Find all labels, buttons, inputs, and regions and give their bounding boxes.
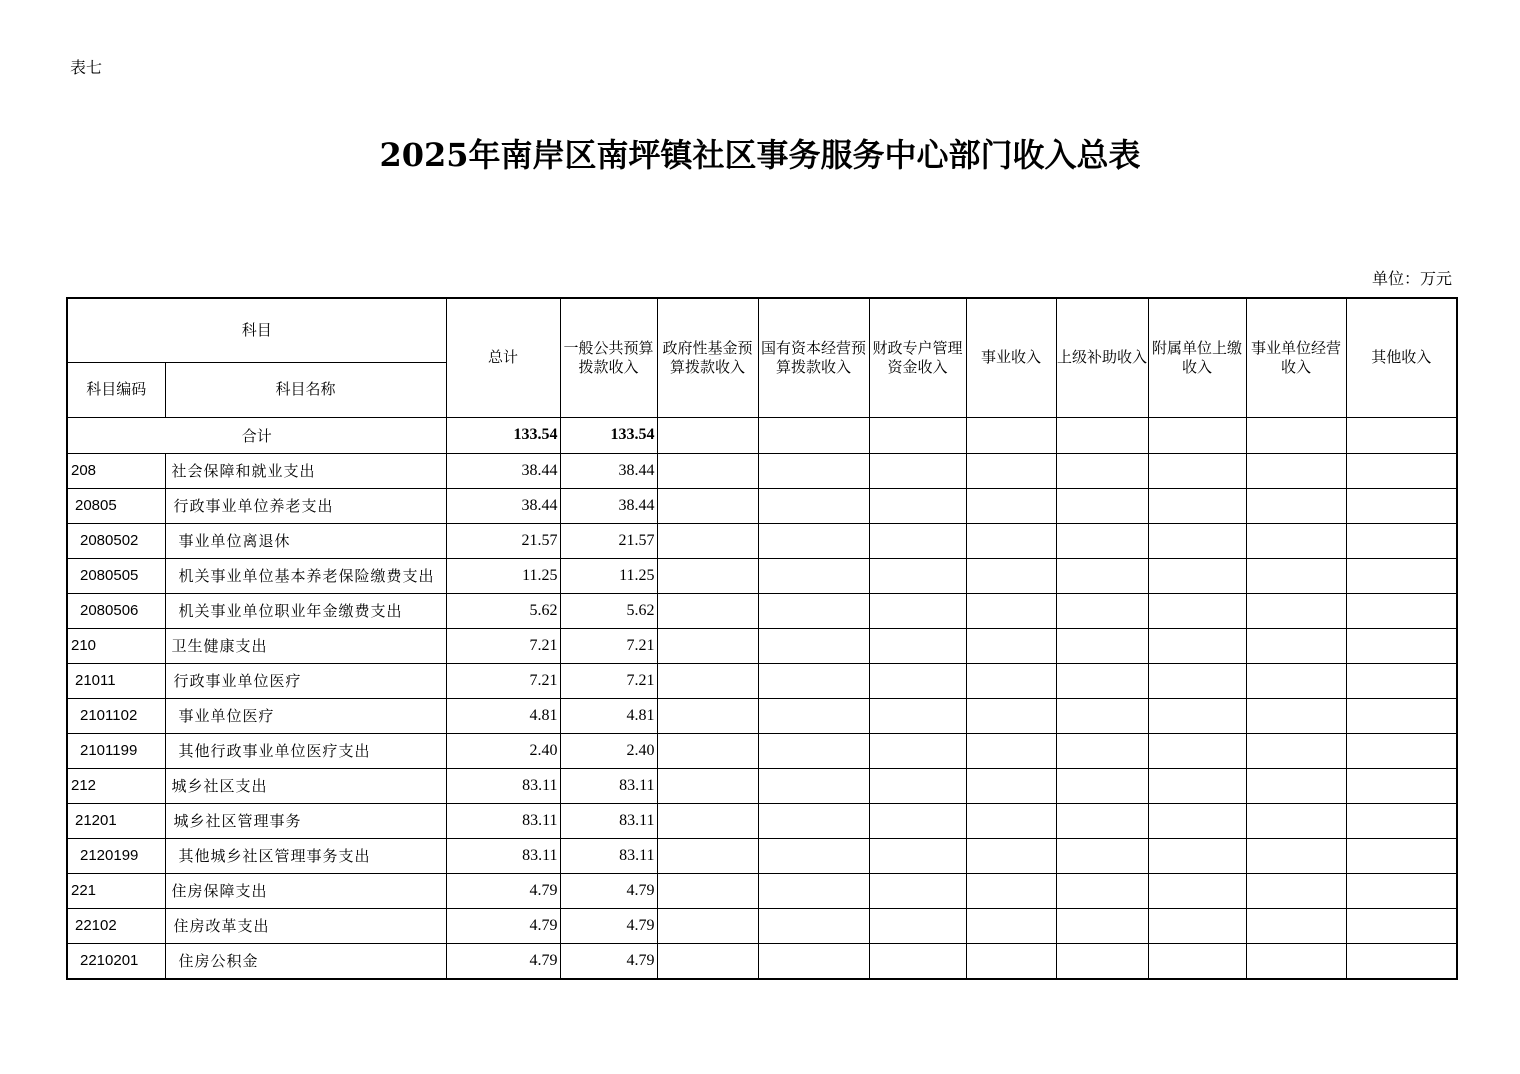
empty-cell bbox=[966, 593, 1056, 628]
header-fiscal-special: 财政专户管理资金收入 bbox=[869, 298, 966, 417]
empty-cell bbox=[1056, 698, 1148, 733]
empty-cell bbox=[1346, 698, 1457, 733]
subject-code: 2210201 bbox=[67, 943, 165, 979]
empty-cell bbox=[1246, 768, 1346, 803]
empty-cell bbox=[657, 873, 758, 908]
empty-cell bbox=[966, 628, 1056, 663]
total-amount: 7.21 bbox=[446, 628, 560, 663]
empty-cell bbox=[1148, 453, 1246, 488]
empty-cell bbox=[657, 698, 758, 733]
empty-cell bbox=[1346, 873, 1457, 908]
header-subject: 科目 bbox=[67, 298, 446, 362]
empty-cell bbox=[869, 488, 966, 523]
total-amount: 83.11 bbox=[446, 768, 560, 803]
empty-cell bbox=[966, 943, 1056, 979]
subject-code: 2080502 bbox=[67, 523, 165, 558]
general-budget-amount: 4.81 bbox=[560, 698, 657, 733]
empty-cell bbox=[1346, 417, 1457, 453]
subject-code: 212 bbox=[67, 768, 165, 803]
general-budget-amount: 5.62 bbox=[560, 593, 657, 628]
empty-cell bbox=[1148, 488, 1246, 523]
header-name: 科目名称 bbox=[165, 362, 446, 417]
table-row bbox=[67, 803, 1457, 838]
empty-cell bbox=[869, 453, 966, 488]
empty-cell bbox=[1246, 698, 1346, 733]
empty-cell bbox=[1148, 593, 1246, 628]
subject-code: 2101199 bbox=[67, 733, 165, 768]
table-row bbox=[67, 733, 1457, 768]
empty-cell bbox=[966, 838, 1056, 873]
subject-name: 其他行政事业单位医疗支出 bbox=[165, 733, 446, 768]
empty-cell bbox=[869, 803, 966, 838]
general-budget-amount: 83.11 bbox=[560, 838, 657, 873]
empty-cell bbox=[1346, 768, 1457, 803]
empty-cell bbox=[869, 417, 966, 453]
header-gov-fund: 政府性基金预算拨款收入 bbox=[657, 298, 758, 417]
empty-cell bbox=[1148, 558, 1246, 593]
empty-cell bbox=[1148, 768, 1246, 803]
empty-cell bbox=[657, 838, 758, 873]
subject-name: 行政事业单位养老支出 bbox=[165, 488, 446, 523]
general-budget-amount: 4.79 bbox=[560, 943, 657, 979]
empty-cell bbox=[1056, 803, 1148, 838]
empty-cell bbox=[1346, 803, 1457, 838]
table-row bbox=[67, 873, 1457, 908]
total-amount: 4.79 bbox=[446, 873, 560, 908]
subject-name: 事业单位离退休 bbox=[165, 523, 446, 558]
subject-code: 21201 bbox=[67, 803, 165, 838]
total-amount: 4.81 bbox=[446, 698, 560, 733]
empty-cell bbox=[1246, 908, 1346, 943]
empty-cell bbox=[657, 733, 758, 768]
table-row bbox=[67, 838, 1457, 873]
empty-cell bbox=[758, 417, 869, 453]
table-row bbox=[67, 628, 1457, 663]
empty-cell bbox=[758, 663, 869, 698]
page-title: 2025年南岸区南坪镇社区事务服务中心部门收入总表 bbox=[379, 136, 1141, 174]
empty-cell bbox=[1346, 558, 1457, 593]
empty-cell bbox=[869, 663, 966, 698]
empty-cell bbox=[966, 768, 1056, 803]
empty-cell bbox=[657, 628, 758, 663]
empty-cell bbox=[966, 873, 1056, 908]
empty-cell bbox=[1346, 943, 1457, 979]
empty-cell bbox=[758, 523, 869, 558]
empty-cell bbox=[966, 698, 1056, 733]
empty-cell bbox=[1056, 453, 1148, 488]
empty-cell bbox=[1056, 628, 1148, 663]
subject-name: 社会保障和就业支出 bbox=[165, 453, 446, 488]
header-code: 科目编码 bbox=[67, 362, 165, 417]
subject-name: 卫生健康支出 bbox=[165, 628, 446, 663]
subject-code: 21011 bbox=[67, 663, 165, 698]
subject-name: 事业单位医疗 bbox=[165, 698, 446, 733]
empty-cell bbox=[758, 943, 869, 979]
empty-cell bbox=[1346, 523, 1457, 558]
empty-cell bbox=[869, 838, 966, 873]
subject-name: 住房公积金 bbox=[165, 943, 446, 979]
empty-cell bbox=[1056, 908, 1148, 943]
empty-cell bbox=[1346, 488, 1457, 523]
total-amount: 38.44 bbox=[446, 453, 560, 488]
empty-cell bbox=[758, 488, 869, 523]
empty-cell bbox=[758, 803, 869, 838]
empty-cell bbox=[1148, 838, 1246, 873]
empty-cell bbox=[657, 663, 758, 698]
empty-cell bbox=[1056, 558, 1148, 593]
empty-cell bbox=[869, 593, 966, 628]
empty-cell bbox=[1246, 453, 1346, 488]
empty-cell bbox=[1148, 873, 1246, 908]
empty-cell bbox=[966, 803, 1056, 838]
empty-cell bbox=[1148, 908, 1246, 943]
general-budget-amount: 7.21 bbox=[560, 663, 657, 698]
empty-cell bbox=[869, 733, 966, 768]
empty-cell bbox=[758, 453, 869, 488]
total-value: 133.54 bbox=[446, 417, 560, 453]
total-amount: 7.21 bbox=[446, 663, 560, 698]
empty-cell bbox=[869, 768, 966, 803]
empty-cell bbox=[966, 733, 1056, 768]
subject-code: 2120199 bbox=[67, 838, 165, 873]
empty-cell bbox=[657, 558, 758, 593]
general-budget-amount: 7.21 bbox=[560, 628, 657, 663]
empty-cell bbox=[1056, 593, 1148, 628]
subject-code: 22102 bbox=[67, 908, 165, 943]
empty-cell bbox=[1056, 768, 1148, 803]
subject-code: 2080506 bbox=[67, 593, 165, 628]
empty-cell bbox=[657, 593, 758, 628]
empty-cell bbox=[758, 593, 869, 628]
subject-name: 机关事业单位基本养老保险缴费支出 bbox=[165, 558, 446, 593]
empty-cell bbox=[966, 908, 1056, 943]
empty-cell bbox=[869, 523, 966, 558]
total-label: 合计 bbox=[67, 417, 446, 453]
empty-cell bbox=[657, 417, 758, 453]
empty-cell bbox=[758, 698, 869, 733]
empty-cell bbox=[1148, 943, 1246, 979]
empty-cell bbox=[1056, 838, 1148, 873]
empty-cell bbox=[1056, 943, 1148, 979]
total-general-value: 133.54 bbox=[560, 417, 657, 453]
empty-cell bbox=[657, 908, 758, 943]
empty-cell bbox=[1246, 803, 1346, 838]
empty-cell bbox=[1346, 593, 1457, 628]
subject-code: 2080505 bbox=[67, 558, 165, 593]
empty-cell bbox=[657, 803, 758, 838]
empty-cell bbox=[869, 628, 966, 663]
total-amount: 4.79 bbox=[446, 908, 560, 943]
empty-cell bbox=[1246, 558, 1346, 593]
empty-cell bbox=[758, 558, 869, 593]
empty-cell bbox=[1056, 733, 1148, 768]
empty-cell bbox=[966, 488, 1056, 523]
table-row bbox=[67, 768, 1457, 803]
empty-cell bbox=[966, 417, 1056, 453]
subject-name: 机关事业单位职业年金缴费支出 bbox=[165, 593, 446, 628]
empty-cell bbox=[1346, 838, 1457, 873]
table-row bbox=[67, 558, 1457, 593]
empty-cell bbox=[1346, 453, 1457, 488]
table-row bbox=[67, 663, 1457, 698]
empty-cell bbox=[1246, 873, 1346, 908]
empty-cell bbox=[1246, 733, 1346, 768]
empty-cell bbox=[966, 453, 1056, 488]
empty-cell bbox=[758, 628, 869, 663]
empty-cell bbox=[1246, 488, 1346, 523]
general-budget-amount: 38.44 bbox=[560, 453, 657, 488]
empty-cell bbox=[657, 943, 758, 979]
subject-code: 210 bbox=[67, 628, 165, 663]
empty-cell bbox=[869, 698, 966, 733]
subject-name: 城乡社区支出 bbox=[165, 768, 446, 803]
table-tag: 表七 bbox=[70, 58, 103, 77]
empty-cell bbox=[758, 873, 869, 908]
empty-cell bbox=[1246, 628, 1346, 663]
total-amount: 83.11 bbox=[446, 838, 560, 873]
table-row bbox=[67, 943, 1457, 979]
empty-cell bbox=[1148, 628, 1246, 663]
general-budget-amount: 38.44 bbox=[560, 488, 657, 523]
subject-name: 行政事业单位医疗 bbox=[165, 663, 446, 698]
empty-cell bbox=[758, 733, 869, 768]
empty-cell bbox=[1056, 488, 1148, 523]
empty-cell bbox=[869, 873, 966, 908]
empty-cell bbox=[657, 453, 758, 488]
subject-name: 住房改革支出 bbox=[165, 908, 446, 943]
unit-label: 单位：万元 bbox=[1371, 269, 1452, 288]
subject-name: 住房保障支出 bbox=[165, 873, 446, 908]
empty-cell bbox=[1346, 628, 1457, 663]
empty-cell bbox=[1056, 663, 1148, 698]
empty-cell bbox=[869, 943, 966, 979]
empty-cell bbox=[1246, 417, 1346, 453]
empty-cell bbox=[1148, 663, 1246, 698]
header-business-operation: 事业单位经营收入 bbox=[1246, 298, 1346, 417]
total-amount: 83.11 bbox=[446, 803, 560, 838]
general-budget-amount: 4.79 bbox=[560, 908, 657, 943]
empty-cell bbox=[657, 488, 758, 523]
total-amount: 4.79 bbox=[446, 943, 560, 979]
header-other: 其他收入 bbox=[1346, 298, 1457, 417]
subject-code: 221 bbox=[67, 873, 165, 908]
empty-cell bbox=[869, 558, 966, 593]
empty-cell bbox=[758, 908, 869, 943]
subject-name: 其他城乡社区管理事务支出 bbox=[165, 838, 446, 873]
empty-cell bbox=[1346, 733, 1457, 768]
total-amount: 38.44 bbox=[446, 488, 560, 523]
general-budget-amount: 21.57 bbox=[560, 523, 657, 558]
empty-cell bbox=[966, 663, 1056, 698]
empty-cell bbox=[1056, 417, 1148, 453]
total-amount: 21.57 bbox=[446, 523, 560, 558]
empty-cell bbox=[1148, 698, 1246, 733]
empty-cell bbox=[1148, 803, 1246, 838]
table-row bbox=[67, 908, 1457, 943]
header-superior-subsidy: 上级补助收入 bbox=[1056, 298, 1148, 417]
empty-cell bbox=[1346, 663, 1457, 698]
total-amount: 2.40 bbox=[446, 733, 560, 768]
empty-cell bbox=[758, 768, 869, 803]
empty-cell bbox=[1148, 417, 1246, 453]
table-row bbox=[67, 593, 1457, 628]
table-row bbox=[67, 453, 1457, 488]
general-budget-amount: 4.79 bbox=[560, 873, 657, 908]
total-row bbox=[67, 417, 1457, 453]
subject-name: 城乡社区管理事务 bbox=[165, 803, 446, 838]
empty-cell bbox=[1246, 838, 1346, 873]
empty-cell bbox=[966, 523, 1056, 558]
empty-cell bbox=[1246, 523, 1346, 558]
empty-cell bbox=[758, 838, 869, 873]
subject-code: 208 bbox=[67, 453, 165, 488]
income-table bbox=[66, 297, 1458, 980]
header-state-capital: 国有资本经营预算拨款收入 bbox=[758, 298, 869, 417]
header-general-budget: 一般公共预算拨款收入 bbox=[560, 298, 657, 417]
empty-cell bbox=[869, 908, 966, 943]
empty-cell bbox=[966, 558, 1056, 593]
total-amount: 11.25 bbox=[446, 558, 560, 593]
total-amount: 5.62 bbox=[446, 593, 560, 628]
table-row bbox=[67, 488, 1457, 523]
header-total: 总计 bbox=[446, 298, 560, 417]
empty-cell bbox=[1246, 593, 1346, 628]
empty-cell bbox=[1246, 663, 1346, 698]
general-budget-amount: 11.25 bbox=[560, 558, 657, 593]
general-budget-amount: 83.11 bbox=[560, 768, 657, 803]
table-row bbox=[67, 698, 1457, 733]
header-business: 事业收入 bbox=[966, 298, 1056, 417]
subject-code: 20805 bbox=[67, 488, 165, 523]
empty-cell bbox=[657, 768, 758, 803]
empty-cell bbox=[1346, 908, 1457, 943]
header-affiliated: 附属单位上缴收入 bbox=[1148, 298, 1246, 417]
empty-cell bbox=[1148, 733, 1246, 768]
empty-cell bbox=[1056, 523, 1148, 558]
general-budget-amount: 2.40 bbox=[560, 733, 657, 768]
table-row bbox=[67, 523, 1457, 558]
empty-cell bbox=[1246, 943, 1346, 979]
subject-code: 2101102 bbox=[67, 698, 165, 733]
empty-cell bbox=[1148, 523, 1246, 558]
empty-cell bbox=[657, 523, 758, 558]
general-budget-amount: 83.11 bbox=[560, 803, 657, 838]
empty-cell bbox=[1056, 873, 1148, 908]
